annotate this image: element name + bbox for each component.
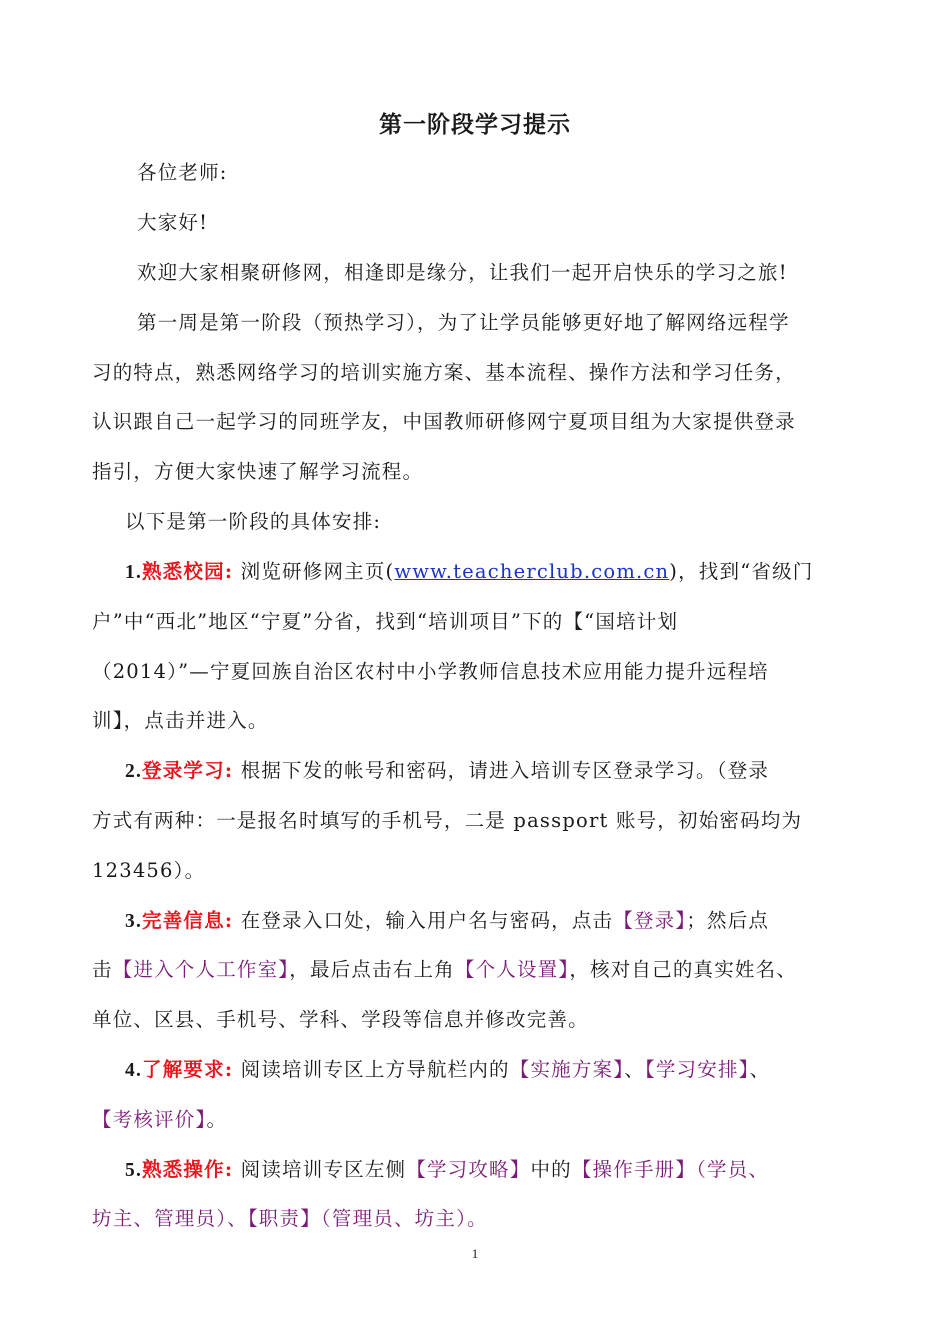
item-1-line-3: （2014）”—宁夏回族自治区农村中小学教师信息技术应用能力提升远程培 bbox=[92, 660, 769, 683]
item-2-line-1 bbox=[125, 756, 925, 787]
intro-line-4: 指引，方便大家快速了解学习流程。 bbox=[92, 460, 424, 483]
schedule-intro: 以下是第一阶段的具体安排: bbox=[125, 510, 382, 533]
item-text: 、 bbox=[749, 1058, 771, 1081]
intro-line-3: 认识跟自己一起学习的同班学友，中国教师研修网宁夏项目组为大家提供登录 bbox=[92, 410, 796, 433]
item-heading: 熟悉操作: bbox=[142, 1158, 234, 1181]
item-2-line-3: 123456）。 bbox=[92, 859, 206, 882]
item-text: 根据下发的帐号和密码，请进入培训专区登录学习。（登录 bbox=[240, 759, 770, 782]
item-text: （管理员、坊主）。 bbox=[320, 1207, 488, 1230]
item-1-line-2: 户”中“西北”地区“宁夏”分省，找到“培训项目”下的【“国培计划 bbox=[92, 610, 679, 633]
item-text: 击 bbox=[92, 958, 113, 981]
item-4-line-1 bbox=[125, 1055, 925, 1086]
item-heading: 登录学习: bbox=[142, 759, 234, 782]
intro-line-2: 习的特点，熟悉网络学习的培训实施方案、基本流程、操作方法和学习任务， bbox=[92, 361, 796, 384]
study-guide-link: 【学习攻略】 bbox=[406, 1158, 531, 1181]
item-text: 阅读培训专区上方导航栏内的 bbox=[240, 1058, 510, 1081]
item-text: （学员、 bbox=[696, 1158, 770, 1181]
item-1-line-4: 训】，点击并进入。 bbox=[92, 709, 269, 732]
assessment-link: 【考核评价】 bbox=[92, 1108, 207, 1131]
duties-link: 【职责】 bbox=[247, 1207, 321, 1230]
item-text: )，找到“省级门 bbox=[669, 560, 814, 583]
study-arrangement-link: 【学习安排】 bbox=[644, 1058, 750, 1081]
item-heading: 完善信息: bbox=[142, 909, 234, 932]
item-number: 1. bbox=[125, 562, 143, 583]
implementation-plan-link: 【实施方案】 bbox=[509, 1058, 625, 1081]
website-link[interactable]: www.teacherclub.com.cn bbox=[394, 560, 670, 583]
item-3-line-3: 单位、区县、手机号、学科、学段等信息并修改完善。 bbox=[92, 1008, 589, 1031]
item-number: 5. bbox=[125, 1160, 143, 1181]
page-number: 1 bbox=[471, 1246, 479, 1261]
salutation: 各位老师: bbox=[137, 161, 228, 184]
item-text: ；然后点 bbox=[686, 909, 770, 932]
item-text: 、 bbox=[624, 1058, 645, 1081]
item-number: 4. bbox=[125, 1060, 143, 1081]
personal-settings-link: 【个人设置】 bbox=[454, 958, 570, 981]
login-link: 【登录】 bbox=[613, 909, 687, 932]
item-heading: 熟悉校园: bbox=[142, 560, 234, 583]
operation-manual-link: 【操作手册】 bbox=[571, 1158, 697, 1181]
document-title: 第一阶段学习提示 bbox=[379, 111, 571, 138]
item-heading: 了解要求: bbox=[142, 1058, 234, 1081]
item-text: 。 bbox=[206, 1108, 228, 1131]
item-number: 3. bbox=[125, 911, 143, 932]
item-text: 在登录入口处，输入用户名与密码，点击 bbox=[240, 909, 614, 932]
item-text: ，最后点击右上角 bbox=[289, 958, 455, 981]
welcome-paragraph: 欢迎大家相聚研修网，相逢即是缘分，让我们一起开启快乐的学习之旅! bbox=[137, 261, 788, 284]
item-text: ，核对自己的真实姓名、 bbox=[569, 958, 798, 981]
item-5-line-1 bbox=[125, 1155, 925, 1186]
personal-studio-link: 【进入个人工作室】 bbox=[112, 958, 290, 981]
item-3-line-2 bbox=[92, 955, 892, 985]
item-4-line-2 bbox=[92, 1105, 892, 1135]
item-2-line-2: 方式有两种：一是报名时填写的手机号，二是 passport 账号，初始密码均为 bbox=[92, 809, 803, 832]
item-text: 浏览研修网主页( bbox=[240, 560, 395, 583]
greeting: 大家好! bbox=[137, 211, 209, 234]
item-5-line-2 bbox=[92, 1204, 892, 1234]
item-text: 中的 bbox=[530, 1158, 572, 1181]
item-text: 坊主、管理员）、 bbox=[92, 1207, 248, 1230]
item-3-line-1 bbox=[125, 906, 925, 937]
intro-line-1: 第一周是第一阶段（预热学习），为了让学员能够更好地了解网络远程学 bbox=[137, 311, 790, 334]
item-text: 阅读培训专区左侧 bbox=[240, 1158, 407, 1181]
item-number: 2. bbox=[125, 761, 143, 782]
item-1-line-1 bbox=[125, 557, 925, 588]
